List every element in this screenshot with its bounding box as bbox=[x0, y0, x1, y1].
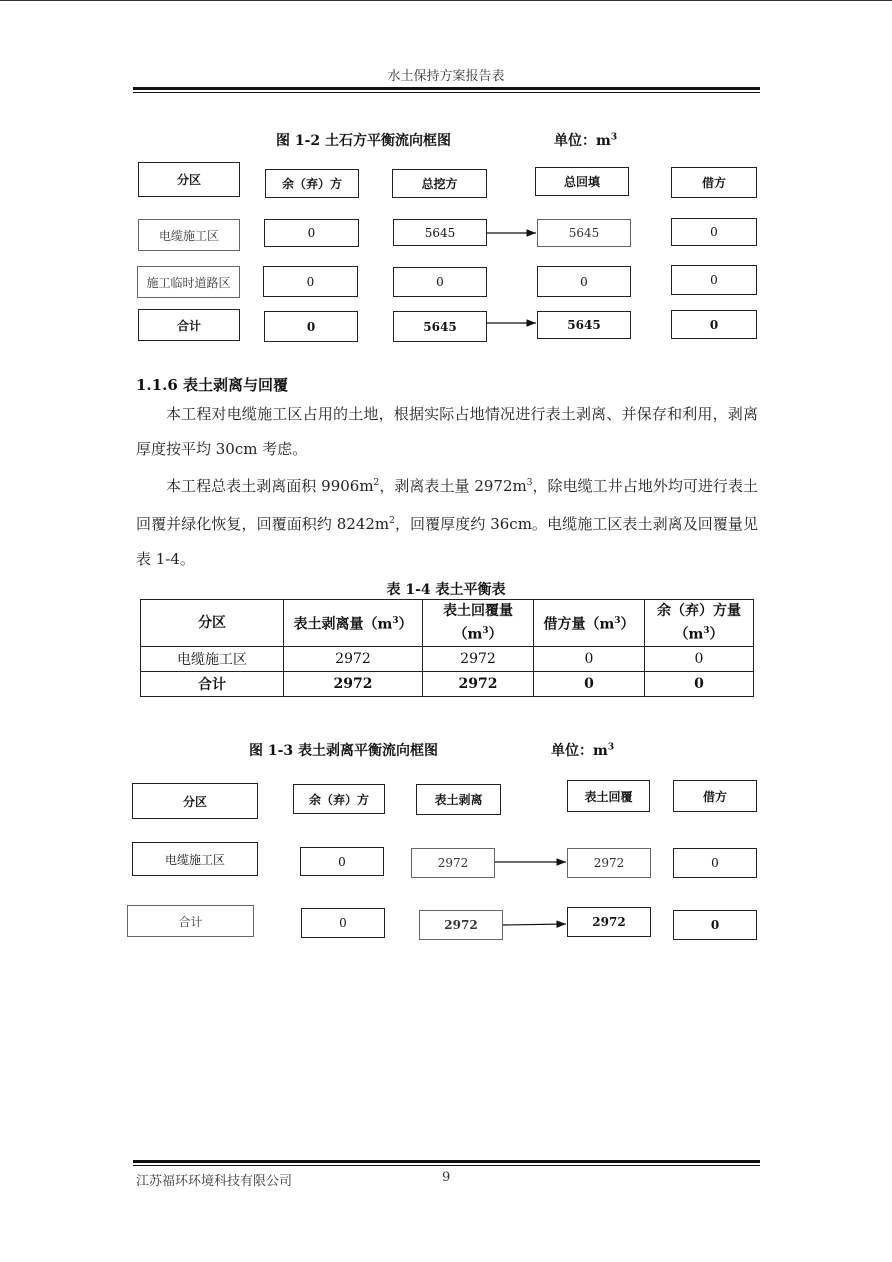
fig13-header-surplus: 余（弃）方 bbox=[293, 784, 385, 814]
section-paragraph-1 bbox=[136, 397, 758, 467]
fig13-row1-zone: 电缆施工区 bbox=[132, 842, 258, 876]
fig13-row1-cover: 2972 bbox=[567, 848, 651, 878]
footer-company: 江苏福环环境科技有限公司 bbox=[136, 1174, 293, 1189]
table14-header-surplus: 余（弃）方量 $(m^3)$ bbox=[645, 600, 754, 647]
fig12-row2-borrow: 0 bbox=[671, 265, 757, 295]
fig12-total-borrow: 0 bbox=[671, 310, 757, 339]
fig13-total-zone: 合计 bbox=[127, 905, 254, 937]
footer-rule-thin bbox=[133, 1165, 760, 1166]
fig13-header-borrow: 借方 bbox=[673, 780, 757, 812]
fig13-total-borrow: 0 bbox=[673, 910, 757, 940]
fig12-row1-borrow: 0 bbox=[671, 218, 757, 246]
fig12-header-surplus: 余（弃）方 bbox=[265, 169, 359, 198]
fig12-unit: 单位：$m^3$ bbox=[554, 132, 618, 149]
table14-total-strip: 2972 bbox=[284, 672, 423, 697]
paragraph-1-text: 本工程对电缆施工区占用的土地，根据实际占地情况进行表土剥离、并保存和利用，剥离厚度按平均 30cm 考虑。 bbox=[136, 405, 758, 458]
fig12-row1-backfill: 5645 bbox=[537, 219, 631, 247]
table14-total-zone: 合计 bbox=[141, 672, 284, 697]
fig13-row1-strip: 2972 bbox=[411, 848, 495, 878]
fig13-header-cover: 表土回覆 bbox=[567, 780, 650, 812]
fig13-total-cover: 2972 bbox=[567, 907, 651, 937]
table14-header-borrow: 借方量$(m^3)$ bbox=[534, 600, 645, 647]
table14-caption: 表 1-4 表土平衡表 bbox=[386, 582, 506, 598]
fig12-row2-zone: 施工临时道路区 bbox=[137, 266, 240, 298]
fig13-header-strip: 表土剥离 bbox=[416, 784, 501, 815]
section-heading: 1.1.6 表土剥离与回覆 bbox=[136, 376, 288, 394]
table14-header-strip: 表土剥离量$(m^3)$ bbox=[284, 600, 423, 647]
table14-cell-zone: 电缆施工区 bbox=[141, 647, 284, 672]
section-paragraph-2 bbox=[136, 466, 758, 577]
table-row bbox=[141, 647, 754, 672]
header-rule-thick bbox=[133, 87, 760, 90]
table14-cell-surplus: 0 bbox=[645, 647, 754, 672]
header-rule-thin bbox=[133, 92, 760, 93]
fig12-caption: 图 1-2 土石方平衡流向框图 bbox=[276, 133, 452, 149]
fig12-row2-backfill: 0 bbox=[537, 266, 631, 297]
fig13-unit: 单位：$m^3$ bbox=[551, 742, 615, 759]
fig13-total-strip: 2972 bbox=[419, 910, 503, 940]
fig12-header-borrow: 借方 bbox=[671, 167, 757, 198]
table14-header-row bbox=[141, 600, 754, 647]
fig12-row1-surplus: 0 bbox=[264, 219, 359, 247]
table14-header-cover: 表土回覆量 $(m^3)$ bbox=[423, 600, 534, 647]
page-header-title: 水土保持方案报告表 bbox=[387, 69, 505, 84]
fig12-header-excavation: 总挖方 bbox=[392, 169, 487, 198]
fig12-row1-zone: 电缆施工区 bbox=[138, 219, 240, 251]
fig13-row1-borrow: 0 bbox=[673, 848, 757, 878]
table14-total-surplus: 0 bbox=[645, 672, 754, 697]
paragraph-2-text: 本工程总表土剥离面积 $9906m^2$，剥离表土量 $2972m^3$，除电缆工井占地外均可进行表土回覆并绿化恢复，回覆面积约 $8242m^2$，回覆厚度约 36cm。电缆施工区表土剥离及回覆量见表 1-4。 bbox=[136, 477, 758, 568]
fig12-row1-excavation: 5645 bbox=[393, 219, 487, 246]
table14-cell-borrow: 0 bbox=[534, 647, 645, 672]
fig13-caption: 图 1-3 表土剥离平衡流向框图 bbox=[249, 743, 439, 759]
fig13-total-arrow bbox=[503, 924, 566, 925]
fig13-total-surplus: 0 bbox=[301, 908, 385, 938]
fig12-total-surplus: 0 bbox=[264, 311, 358, 342]
fig12-total-excavation: 5645 bbox=[393, 311, 487, 342]
fig12-header-backfill: 总回填 bbox=[535, 167, 629, 196]
fig13-row1-surplus: 0 bbox=[300, 847, 384, 876]
fig12-header-zone: 分区 bbox=[138, 162, 240, 197]
page-top-border bbox=[0, 0, 892, 1]
fig12-total-backfill: 5645 bbox=[537, 311, 631, 339]
footer-rule-thick bbox=[133, 1160, 760, 1163]
table14-total-row bbox=[141, 672, 754, 697]
table14-total-cover: 2972 bbox=[423, 672, 534, 697]
table14-header-zone: 分区 bbox=[141, 600, 284, 647]
fig12-row2-surplus: 0 bbox=[263, 266, 358, 297]
fig13-header-zone: 分区 bbox=[132, 783, 258, 819]
table14-cell-strip: 2972 bbox=[284, 647, 423, 672]
topsoil-balance-table bbox=[140, 599, 754, 697]
table14-cell-cover: 2972 bbox=[423, 647, 534, 672]
fig12-total-zone: 合计 bbox=[138, 309, 240, 341]
fig12-row2-excavation: 0 bbox=[393, 267, 487, 297]
page-number: 9 bbox=[442, 1170, 451, 1185]
table14-total-borrow: 0 bbox=[534, 672, 645, 697]
